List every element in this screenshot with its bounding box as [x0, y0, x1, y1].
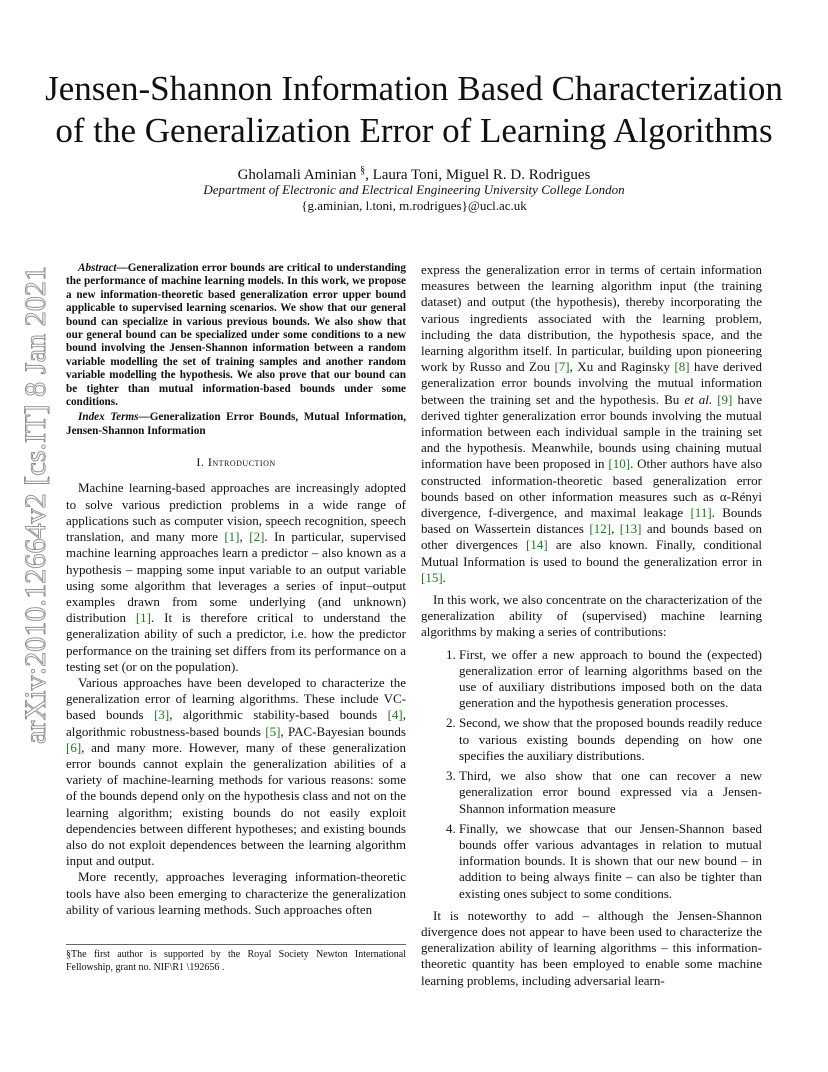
citation-link[interactable]: [9] — [717, 391, 733, 407]
index-terms-text: —Generalization Error Bounds, Mutual Information, Jensen-Shannon Information — [66, 411, 406, 437]
citation-link[interactable]: [2] — [249, 529, 265, 545]
section-heading — [66, 454, 406, 470]
contribution-item: 1. First, we offer a new approach to bound the (expected) generalization error of learning algorithms based on the use of auxiliary distributions imposed both on the data generation and the hypothesis generation processes. — [459, 647, 762, 712]
citation-link[interactable]: [8] — [674, 359, 690, 375]
intro-paragraph-3-cont: express the generalization error in terms of certain information measures between the learning algorithm input (the training dataset) and output (the hypothesis), thereby incorporating the various ingredients associated with the learning problem, including the data distribution, the hypothesis space, and the learning algorithm itself. In particular, building upon pioneering work by Russo and Zou [7], Xu and Raginsky [8] have derived generalization error bounds involving the mutual information between the training set and the hypothesis. Bu et al. [9] have derived tighter generalization error bounds involving the mutual information between each individual sample in the training set and the hypothesis. Meanwhile, bounds using chaining mutual information have been proposed in [10]. Other authors have also constructed information-theoretic based generalization error bounds based on other information measures such as α-Rényi divergence, f-divergence, and maximal leakage [11]. Bounds based on Wassertein distances [12], [13] and bounds based on other divergences [14] are also known. Finally, conditional Mutual Information is used to bound the generalization error in [15]. — [421, 262, 763, 585]
contribution-list — [421, 647, 762, 902]
citation-link[interactable]: [11] — [690, 505, 712, 521]
citation-link[interactable]: [15] — [421, 569, 443, 585]
arxiv-stamp — [0, 262, 60, 752]
title-line-1: Jensen-Shannon Information Based Characterization — [45, 69, 783, 108]
citation-link[interactable]: [10] — [608, 456, 631, 472]
paper-title — [40, 68, 788, 152]
intro-paragraph-3: More recently, approaches leveraging information-theoretic tools have also been emerging to characterize the generalization ability of various learning methods. Such approaches often — [66, 869, 406, 917]
author-list — [40, 162, 788, 184]
index-terms-lead: Index Terms — [78, 411, 139, 424]
author-rest: , Laura Toni, Miguel R. D. Rodrigues — [365, 167, 591, 183]
citation-link[interactable]: [5] — [265, 723, 281, 739]
citation-link[interactable]: [6] — [66, 739, 82, 755]
contribution-item: 3. Third, we also show that one can recover a new generalization error bound expressed via a Jensen-Shannon information measure — [459, 768, 762, 817]
citation-link[interactable]: [4] — [387, 707, 403, 723]
citation-link[interactable]: [14] — [526, 537, 548, 553]
footnote-mark: § — [360, 165, 366, 176]
abstract-lead: Abstract — [78, 262, 117, 274]
citation-link[interactable]: [12] — [589, 521, 612, 537]
intro-paragraph-5: It is noteworthy to add – although the Jensen-Shannon divergence does not appear to have been used to characterize the generalization ability of learning algorithms – this information-theoretic quantity has been employed to enable some machine learning problems, including adversarial learn- — [421, 907, 762, 988]
contribution-item: 2. Second, we show that the proposed bounds readily reduce to various existing bounds depending on how one specifies the auxiliary distributions. — [459, 715, 762, 764]
author-email: {g.aminian, l.toni, m.rodrigues}@ucl.ac.uk — [301, 198, 527, 213]
left-column — [66, 262, 406, 918]
title-line-2: of the Generalization Error of Learning Algorithms — [55, 111, 773, 150]
citation-link[interactable]: [1] — [224, 529, 240, 545]
footnote: §The first author is supported by the Royal Society Newton International Fellowship, grant no. NIF\R1 \192656 . — [66, 944, 406, 974]
citation-link[interactable]: [7] — [554, 359, 570, 375]
arxiv-stamp-text: arXiv:2010.12664v2 [cs.IT] 8 Jan 2021 — [19, 269, 52, 744]
abstract-text: —Generalization error bounds are critical to understanding the performance of machine learning models. In this work, we propose a new information-theoretic based generalization error upper bound applicable to supervised learning scenarios. We show that our general bound can specialize in various previous bounds. We also show that our general bound can be specialized under some conditions to a new bound involving the Jensen-Shannon information between a random variable modelling the set of training samples and another random variable modelling the hypothesis. We also prove that our bound can be tighter than mutual information-based bounds under some conditions. — [66, 262, 406, 409]
abstract — [66, 262, 406, 409]
section-title: Introduction — [207, 455, 276, 470]
intro-paragraph-4: In this work, we also concentrate on the characterization of the generalization ability of (supervised) machine learning algorithms by making a series of contributions: — [421, 592, 762, 640]
citation-link[interactable]: [1] — [135, 610, 151, 626]
intro-paragraph-2: Various approaches have been developed to characterize the generalization error of learning algorithms. These include VC-based bounds [3], algorithmic stability-based bounds [4], algorithmic robustness-based bounds [5], PAC-Bayesian bounds [6], and many more. However, many of these generalization error bounds cannot explain the generalization abilities of a variety of machine-learning methods for various reasons: some of the bounds depend only on the hypothesis class and not on the learning algorithm; existing bounds do not easily exploit dependencies between different hypotheses; and existing bounds also do not exploit dependences between the learning algorithm input and output. — [66, 674, 406, 869]
right-column — [421, 262, 762, 989]
affiliation: Department of Electronic and Electrical Engineering University College London — [203, 182, 625, 197]
citation-link[interactable]: [13] — [619, 521, 642, 537]
contribution-item: 4. Finally, we showcase that our Jensen-Shannon based bounds offer various advantages in relation to mutual information bounds. It is shown that our new bound – in addition to being always finite – can also be tighter than existing ones subject to some conditions. — [459, 821, 762, 902]
section-number: I. — [196, 455, 205, 470]
intro-paragraph-1: Machine learning-based approaches are increasingly adopted to solve various prediction problems in a wide range of applications such as computer vision, speech recognition, speech translation, and many more [1], [2]. In particular, supervised machine learning approaches learn a predictor – also known as a hypothesis – mapping some input variable to an output variable using some algorithm that leverages a series of input–output examples drawn from some underlying (and unknown) distribution [1]. It is therefore critical to understand the generalization ability of such a predictor, i.e. how the predictor performance on the training set differs from its performance on a testing set (or on the population). — [66, 480, 407, 674]
index-terms — [66, 411, 406, 438]
citation-link[interactable]: [3] — [154, 707, 170, 723]
author-first: Gholamali Aminian — [237, 167, 357, 183]
